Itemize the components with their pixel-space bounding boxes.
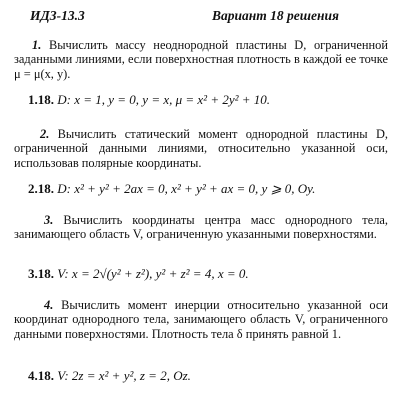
- problem-2-formula-label: 2.18.: [28, 181, 54, 196]
- problem-4-formula: [28, 368, 400, 384]
- problem-4-statement: [14, 298, 388, 341]
- problem-1-formula: [28, 92, 400, 108]
- problem-3-formula-expr: V: x = 2√(y² + z²), y² + z² = 4, x = 0.: [57, 266, 249, 281]
- assignment-code: ИДЗ-13.3: [30, 8, 85, 23]
- problem-1-number: 1.: [32, 38, 42, 52]
- problem-1-formula-expr: D: x = 1, y = 0, y = x, μ = x² + 2y² + 10.: [57, 92, 271, 107]
- variant-title: Вариант 18 решения: [212, 8, 339, 23]
- problem-3-statement: [14, 213, 388, 242]
- problem-1-statement: [14, 38, 388, 81]
- problem-2-number: 2.: [40, 127, 50, 141]
- problem-3-text: Вычислить координаты центра масс однородного тела, занимающего область V, ограниченную указанными поверхностями.: [14, 213, 388, 242]
- problem-4-text: Вычислить момент инерции относительно указанной оси координат однородного тела, занимающего область V, ограниченного данными поверхностями. Плотность тела δ принять равной 1.: [14, 298, 388, 341]
- problem-3-formula: [28, 266, 400, 282]
- problem-1-formula-label: 1.18.: [28, 92, 54, 107]
- problem-3-number: 3.: [44, 213, 54, 227]
- problem-4-number: 4.: [44, 298, 54, 312]
- page-header: [30, 8, 380, 28]
- problem-3-formula-label: 3.18.: [28, 266, 54, 281]
- problem-4-formula-expr: V: 2z = x² + y², z = 2, Oz.: [57, 368, 191, 383]
- problem-2-statement: [14, 127, 388, 170]
- problem-2-formula-expr: D: x² + y² + 2ax = 0, x² + y² + ax = 0, y ⩾ 0, Oy.: [57, 181, 316, 196]
- problem-2-formula: [28, 181, 400, 197]
- problem-1-text: Вычислить массу неоднородной пластины D, ограниченной заданными линиями, если поверхностная плотность в каждой ее точке μ = μ(x, y).: [14, 38, 388, 81]
- problem-2-text: Вычислить статический момент однородной пластины D, ограниченной данными линиями, относительно указанной оси, использовав полярные координаты.: [14, 127, 388, 170]
- problem-4-formula-label: 4.18.: [28, 368, 54, 383]
